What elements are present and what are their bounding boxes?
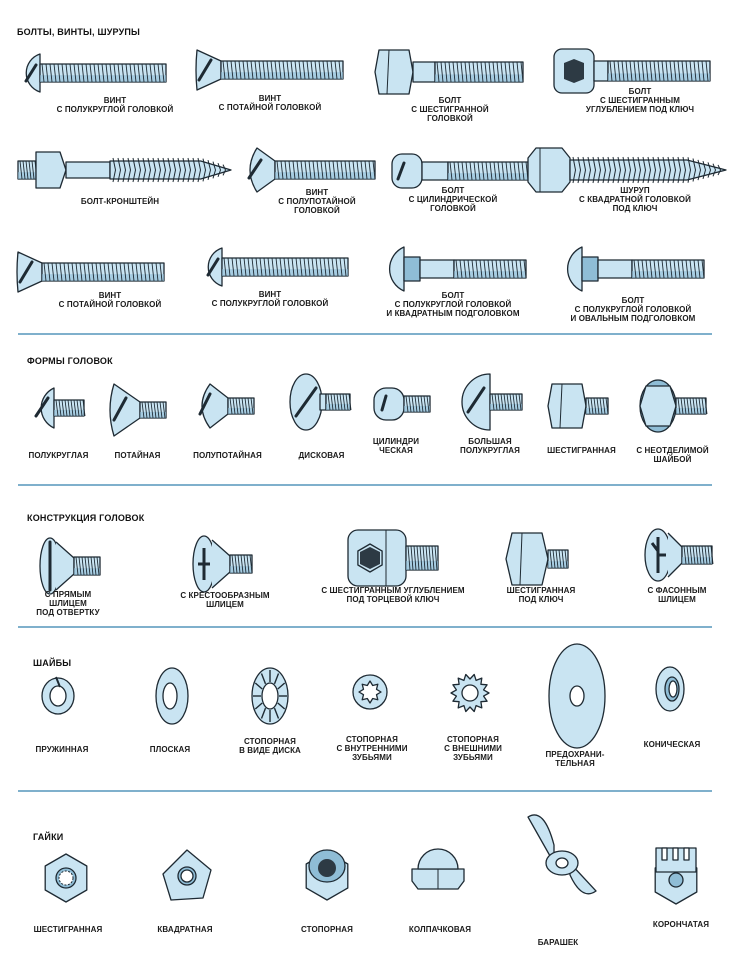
hex-nut-icon	[34, 846, 98, 910]
drive-hex-wrench	[504, 522, 570, 596]
drive-slotted-caption: С ПРЯМЫМ ШЛИЦЕМ ПОД ОТВЕРТКУ	[36, 590, 100, 617]
hex-socket-drive-icon	[346, 520, 440, 596]
screw-countersunk	[195, 44, 345, 96]
lock-nut-icon	[296, 836, 358, 908]
cross-drive-icon	[190, 530, 254, 598]
screw-countersunk-2-caption: ВИНТ С ПОТАЙНОЙ ГОЛОВКОЙ	[58, 291, 162, 309]
round-head-icon	[20, 380, 86, 436]
external-tooth-washer-icon	[448, 668, 492, 718]
drive-cross	[190, 530, 254, 598]
hanger-bolt-icon	[18, 144, 233, 196]
screw-round-head-2-caption: ВИНТ С ПОЛУКРУГЛОЙ ГОЛОВКОЙ	[211, 290, 329, 308]
drive-hex-socket-caption: С ШЕСТИГРАННЫМ УГЛУБЛЕНИЕМ ПОД ТОРЦЕВОЙ КЛЮЧ	[321, 586, 465, 604]
washer-spring	[38, 674, 78, 718]
round-head-screw-icon	[18, 47, 168, 99]
wing-nut-icon	[520, 812, 604, 902]
head-disc-caption: ДИСКОВАЯ	[298, 451, 345, 460]
drive-cross-caption: С КРЕСТООБРАЗНЫМ ШЛИЦЕМ	[180, 591, 270, 609]
large-round-head-icon	[460, 366, 524, 438]
hex-wrench-drive-icon	[504, 522, 570, 596]
bolt-carriage-square	[378, 240, 528, 298]
round-head-screw-icon	[200, 242, 350, 292]
head-large-round-caption: БОЛЬШАЯ ПОЛУКРУГЛАЯ	[459, 437, 521, 455]
head-disc	[286, 368, 352, 436]
screw-round-head-2	[200, 242, 350, 292]
disc-lock-washer-icon	[250, 664, 290, 728]
screw-countersunk-caption: ВИНТ С ПОТАЙНОЙ ГОЛОВКОЙ	[218, 94, 322, 112]
divider	[18, 790, 712, 792]
screw-round-head-caption: ВИНТ С ПОЛУКРУГЛОЙ ГОЛОВКОЙ	[56, 96, 174, 114]
washer-lock-disc-caption: СТОПОРНАЯ В ВИДЕ ДИСКА	[239, 737, 301, 755]
bolt-carriage-square-caption: БОЛТ С ПОЛУКРУГЛОЙ ГОЛОВКОЙ И КВАДРАТНЫМ ПОДГОЛОВКОМ	[386, 291, 520, 318]
head-countersunk	[108, 380, 168, 440]
washer-conical-caption: КОНИЧЕСКАЯ	[643, 740, 701, 749]
head-hex-caption: ШЕСТИГРАННАЯ	[547, 446, 616, 455]
nut-castle-caption: КОРОНЧАТАЯ	[652, 920, 710, 929]
bolt-carriage-oval	[556, 238, 706, 300]
nut-wing	[520, 812, 604, 902]
drive-shaped-slot	[642, 520, 714, 590]
fender-washer-icon	[546, 640, 608, 752]
nut-cap-caption: КОЛПАЧКОВАЯ	[408, 925, 472, 934]
head-raised-countersunk-caption: ПОЛУПОТАЙНАЯ	[193, 451, 262, 460]
nut-wing-caption: БАРАШЕК	[537, 938, 579, 947]
head-hex	[546, 374, 610, 438]
divider	[18, 333, 712, 335]
drive-hex-socket	[346, 520, 440, 596]
nut-hex-caption: ШЕСТИГРАННАЯ	[33, 925, 103, 934]
section-title-washers: ШАЙБЫ	[33, 658, 72, 668]
nut-lock	[296, 836, 358, 908]
washer-lock-disc	[250, 664, 290, 728]
head-hex-flange	[636, 374, 708, 438]
head-large-round	[460, 366, 524, 438]
washer-flat	[150, 664, 194, 728]
nut-hex	[34, 846, 98, 910]
flange-hex-head-icon	[636, 374, 708, 438]
nut-cap	[410, 846, 466, 896]
hex-bolt-icon	[375, 44, 525, 100]
cylinder-head-icon	[372, 384, 432, 424]
section-title-heads: ФОРМЫ ГОЛОВОК	[27, 356, 113, 366]
washer-flat-caption: ПЛОСКАЯ	[149, 745, 191, 754]
shaped-slot-drive-icon	[642, 520, 714, 590]
head-raised-countersunk	[194, 376, 256, 436]
nut-castle	[644, 836, 708, 908]
square-nut-icon	[154, 846, 220, 906]
washer-spring-caption: ПРУЖИННАЯ	[35, 745, 89, 754]
flat-washer-icon	[150, 664, 194, 728]
head-cylinder	[372, 384, 432, 424]
head-round	[20, 380, 86, 436]
bolt-hex-head-caption: БОЛТ С ШЕСТИГРАННОЙ ГОЛОВКОЙ	[411, 96, 489, 123]
bolt-carriage-oval-caption: БОЛТ С ПОЛУКРУГЛОЙ ГОЛОВКОЙ И ОВАЛЬНЫМ ПОДГОЛОВКОМ	[570, 296, 696, 323]
head-round-caption: ПОЛУКРУГЛАЯ	[28, 451, 89, 460]
carriage-bolt-icon	[378, 240, 528, 298]
nut-square-caption: КВАДРАТНАЯ	[157, 925, 213, 934]
hex-head-icon	[546, 374, 610, 438]
head-hex-flange-caption: С НЕОТДЕЛИМОЙ ШАЙБОЙ	[636, 446, 709, 464]
cap-nut-icon	[410, 846, 466, 896]
section-title-bolts: БОЛТЫ, ВИНТЫ, ШУРУПЫ	[17, 27, 141, 37]
washer-internal-tooth	[348, 670, 392, 714]
section-title-construction: КОНСТРУКЦИЯ ГОЛОВОК	[27, 513, 145, 523]
drive-shaped-slot-caption: С ФАСОННЫМ ШЛИЦЕМ	[647, 586, 707, 604]
drive-hex-wrench-caption: ШЕСТИГРАННАЯ ПОД КЛЮЧ	[506, 586, 576, 604]
head-cylinder-caption: ЦИЛИНДРИ ЧЕСКАЯ	[372, 437, 420, 455]
washer-safety-caption: ПРЕДОХРАНИ- ТЕЛЬНАЯ	[545, 750, 605, 768]
washer-external-tooth	[448, 668, 492, 718]
nut-lock-caption: СТОПОРНАЯ	[300, 925, 353, 934]
bolt-bracket-caption: БОЛТ-КРОНШТЕЙН	[80, 197, 160, 206]
screw-square-head-caption: ШУРУП С КВАДРАТНОЙ ГОЛОВКОЙ ПОД КЛЮЧ	[579, 186, 691, 213]
disc-head-icon	[286, 368, 352, 436]
washer-safety	[546, 640, 608, 752]
head-countersunk-caption: ПОТАЙНАЯ	[114, 451, 161, 460]
divider	[18, 626, 712, 628]
internal-tooth-washer-icon	[348, 670, 392, 714]
screw-raised-countersunk-caption: ВИНТ С ПОЛУПОТАЙНОЙ ГОЛОВКОЙ	[278, 188, 356, 215]
spring-washer-icon	[38, 674, 78, 718]
bolt-socket-head-caption: БОЛТ С ШЕСТИГРАННЫМ УГЛУБЛЕНИЕМ ПОД КЛЮЧ	[585, 87, 695, 114]
divider	[18, 484, 712, 486]
countersunk-screw-icon	[195, 44, 345, 96]
nut-square	[154, 846, 220, 906]
screw-round-head	[18, 47, 168, 99]
bolt-cheese-head-caption: БОЛТ С ЦИЛИНДРИЧЕСКОЙ ГОЛОВКОЙ	[408, 186, 498, 213]
bolt-bracket	[18, 144, 233, 196]
section-title-nuts: ГАЙКИ	[33, 832, 64, 842]
washer-internal-tooth-caption: СТОПОРНАЯ С ВНУТРЕННИМИ ЗУБЬЯМИ	[336, 735, 408, 762]
washer-conical	[648, 662, 692, 716]
raised-countersunk-head-icon	[194, 376, 256, 436]
countersunk-head-icon	[108, 380, 168, 440]
washer-external-tooth-caption: СТОПОРНАЯ С ВНЕШНИМИ ЗУБЬЯМИ	[444, 735, 502, 762]
bolt-hex-head	[375, 44, 525, 100]
carriage-bolt-icon	[556, 238, 706, 300]
castle-nut-icon	[644, 836, 708, 908]
conical-washer-icon	[648, 662, 692, 716]
